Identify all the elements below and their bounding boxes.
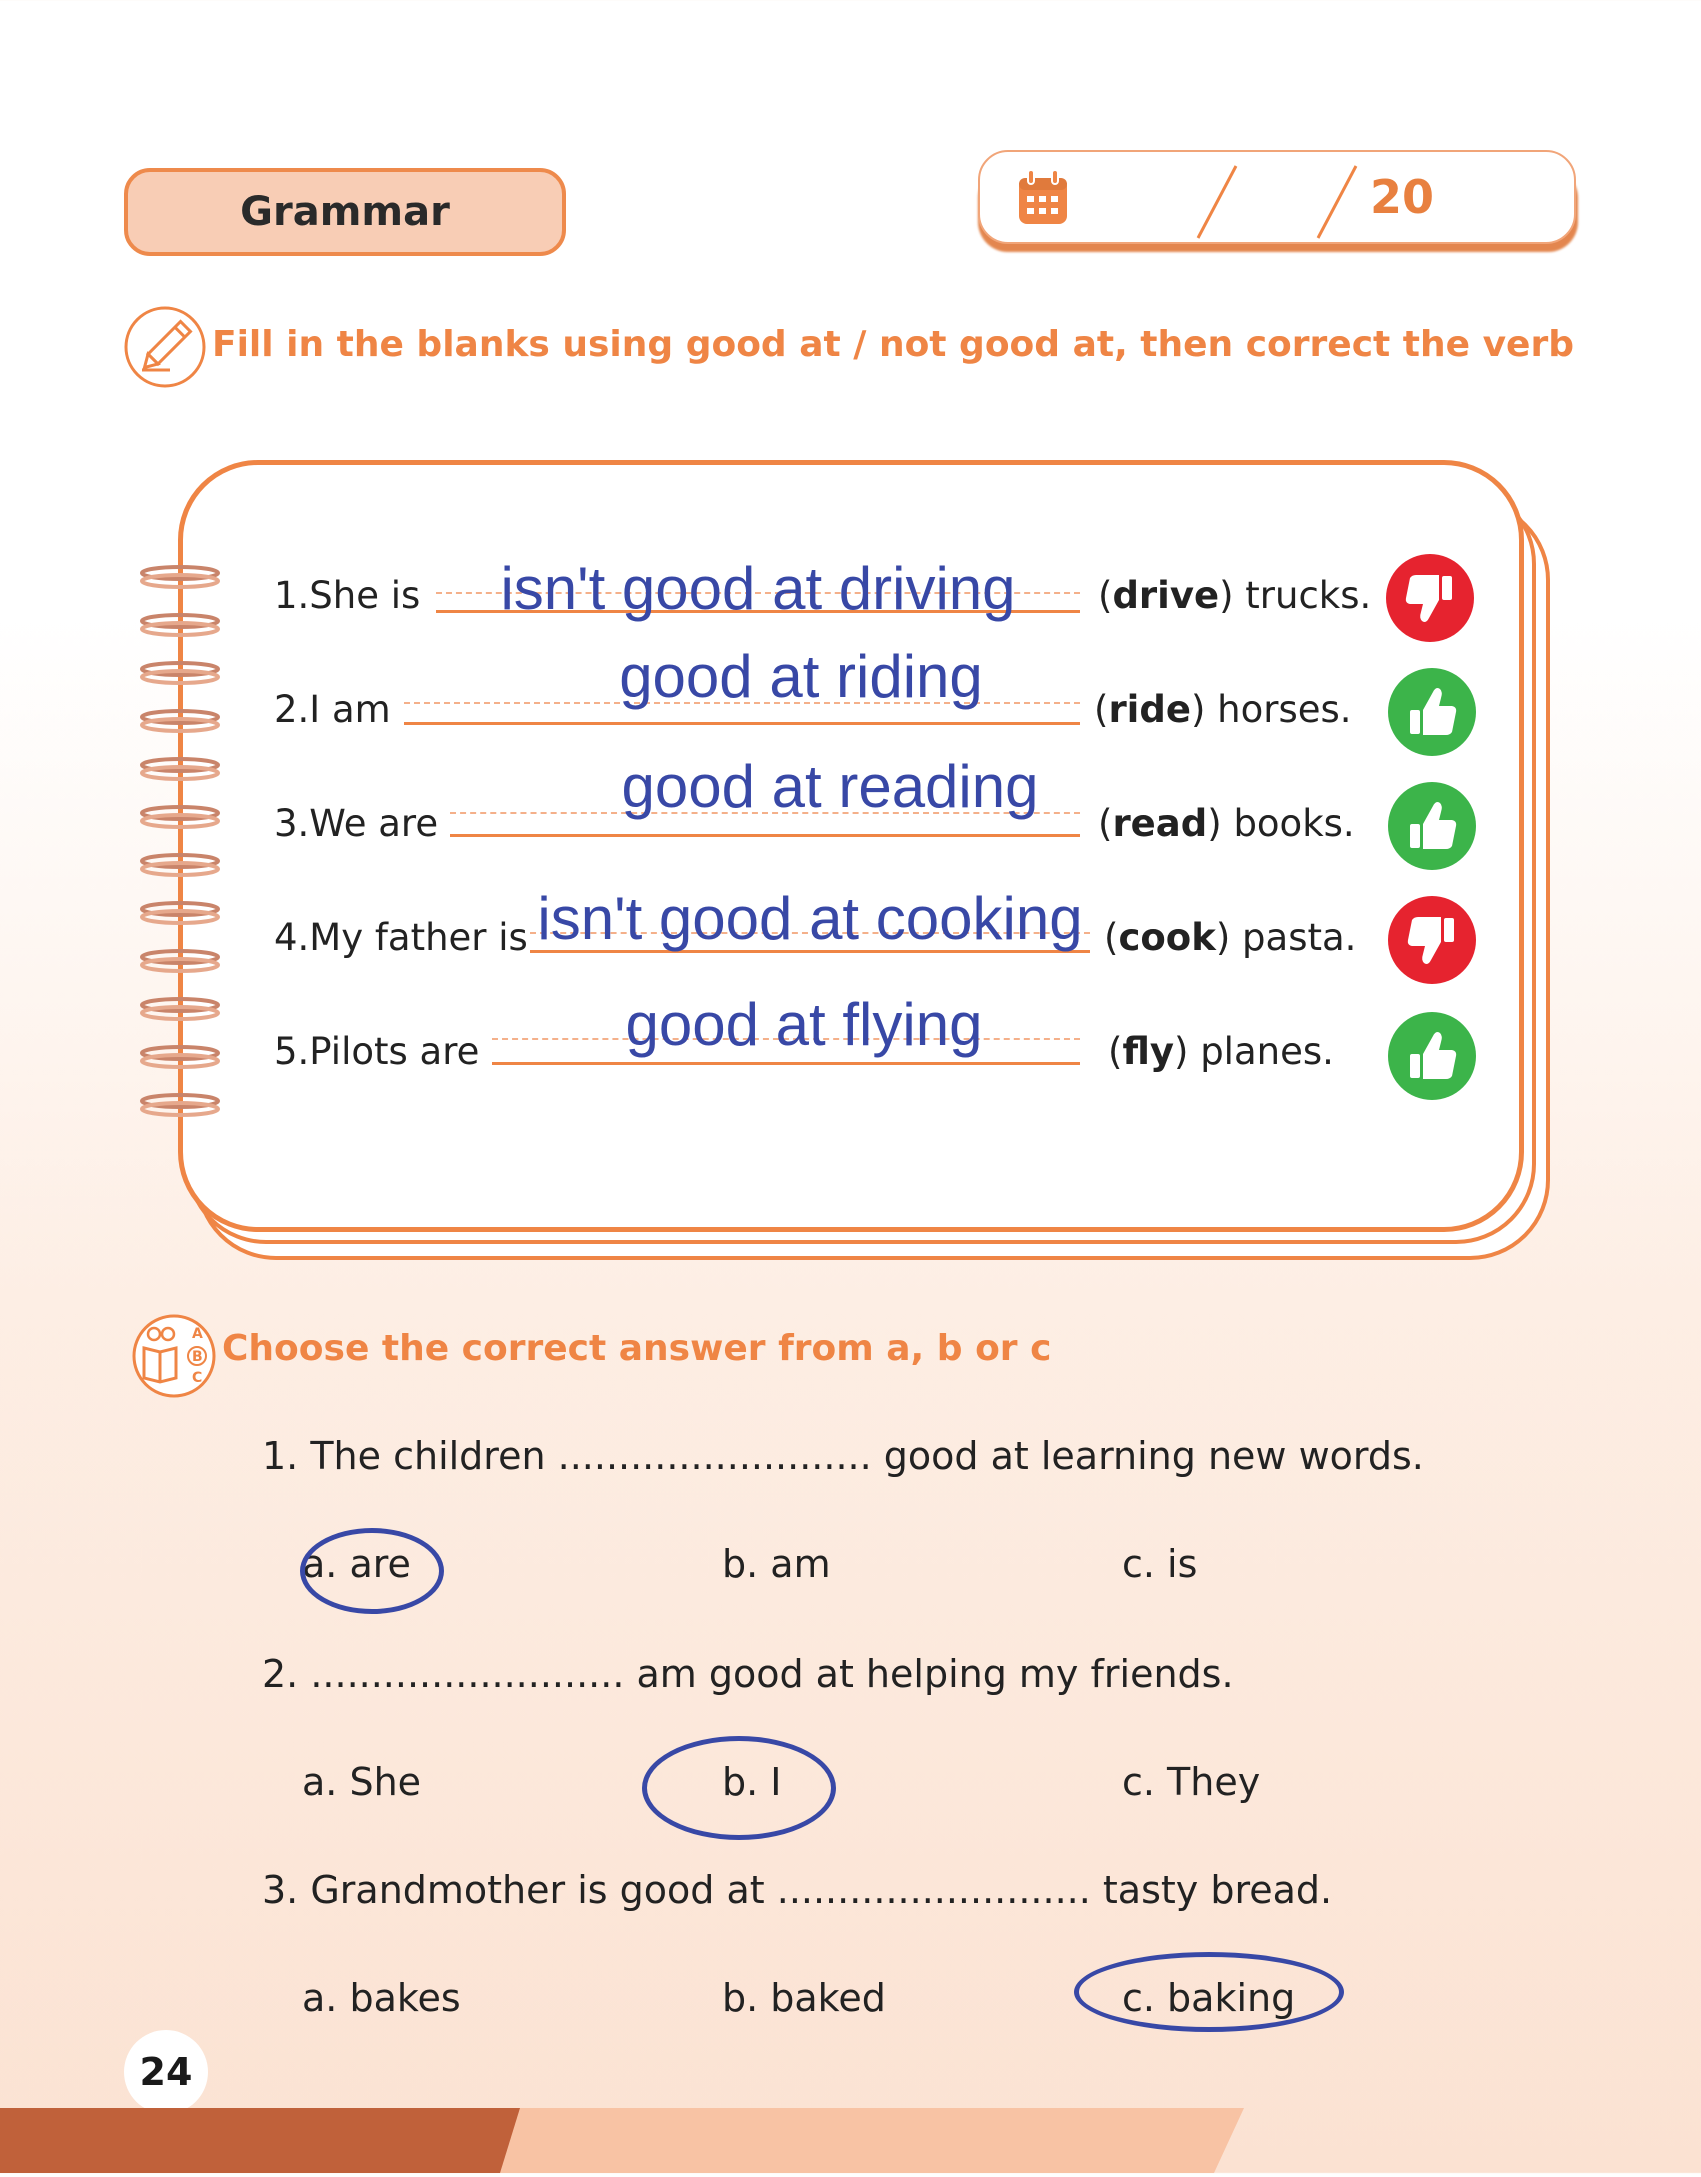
item2-label: 2.I am [274,688,391,731]
item3-answer: good at reading [621,753,1039,820]
question-3: 3. Grandmother is good at .......................... tasty bread. [262,1868,1333,1912]
item5-answer-line [492,1062,1080,1065]
thumbs-up-icon [1386,780,1478,872]
q3-option-c[interactable]: c. baking [1122,1976,1296,2020]
q3-option-b[interactable]: b. baked [722,1976,886,2020]
q2-answer-circle [642,1736,836,1840]
spiral-ring [138,804,222,830]
item2-answer-line [404,722,1080,725]
q2-option-a[interactable]: a. She [302,1760,422,1804]
spiral-ring [138,852,222,878]
q3-answer-circle [1074,1952,1344,2032]
spiral-ring [138,900,222,926]
spiral-ring [138,756,222,782]
date-slash-1 [1192,162,1242,242]
spiral-ring [138,612,222,638]
spiral-ring [138,708,222,734]
thumbs-down-icon [1386,894,1478,986]
exercise1-instruction: Fill in the blanks using good at / not good at, then correct the verb [212,324,1574,365]
item1-answer: isn't good at driving [500,555,1016,622]
item5-label: 5.Pilots are [274,1030,480,1073]
exercise2-instruction: Choose the correct answer from a, b or c [222,1328,1052,1369]
abc-book-icon [130,1312,218,1400]
item5-answer: good at flying [625,991,983,1058]
q2-option-b[interactable]: b. I [722,1760,782,1804]
spiral-ring [138,660,222,686]
spiral-ring [138,948,222,974]
thumbs-down-icon [1384,552,1476,644]
item2-answer: good at riding [619,643,983,710]
item2-verb: (ride) horses. [1094,688,1352,731]
svg-text:B: B [192,1349,203,1365]
spiral-ring [138,1044,222,1070]
date-slash-2 [1312,162,1362,242]
spiral-ring [138,1092,222,1118]
q1-option-b[interactable]: b. am [722,1542,831,1586]
item3-verb: (read) books. [1098,802,1355,845]
question-2: 2. .......................... am good at helping my friends. [262,1652,1234,1696]
item4-label: 4.My father is [274,916,528,959]
pencil-icon [122,304,208,390]
spiral-ring [138,564,222,590]
q3-option-a[interactable]: a. bakes [302,1976,461,2020]
q1-option-c[interactable]: c. is [1122,1542,1198,1586]
q1-answer-circle [300,1528,444,1614]
item1-verb: (drive) trucks. [1098,574,1372,617]
page-number: 24 [124,2030,208,2114]
item1-label: 1.She is [274,574,421,617]
item5-verb: (fly) planes. [1108,1030,1334,1073]
thumbs-up-icon [1386,666,1478,758]
svg-text:C: C [192,1370,203,1386]
svg-text:A: A [192,1326,203,1342]
q2-option-c[interactable]: c. They [1122,1760,1261,1804]
calendar-icon [1016,168,1070,228]
item3-label: 3.We are [274,802,439,845]
q1-option-a[interactable]: a. are [302,1542,411,1586]
question-1: 1. The children .......................... good at learning new words. [262,1434,1424,1478]
item4-answer: isn't good at cooking [537,885,1083,952]
spiral-ring [138,996,222,1022]
footer-band [0,2108,1701,2173]
section-label: Grammar [124,168,566,256]
item3-answer-line [450,834,1080,837]
thumbs-up-icon [1386,1010,1478,1102]
item4-verb: (cook) pasta. [1104,916,1357,959]
date-year: 20 [1370,170,1435,224]
